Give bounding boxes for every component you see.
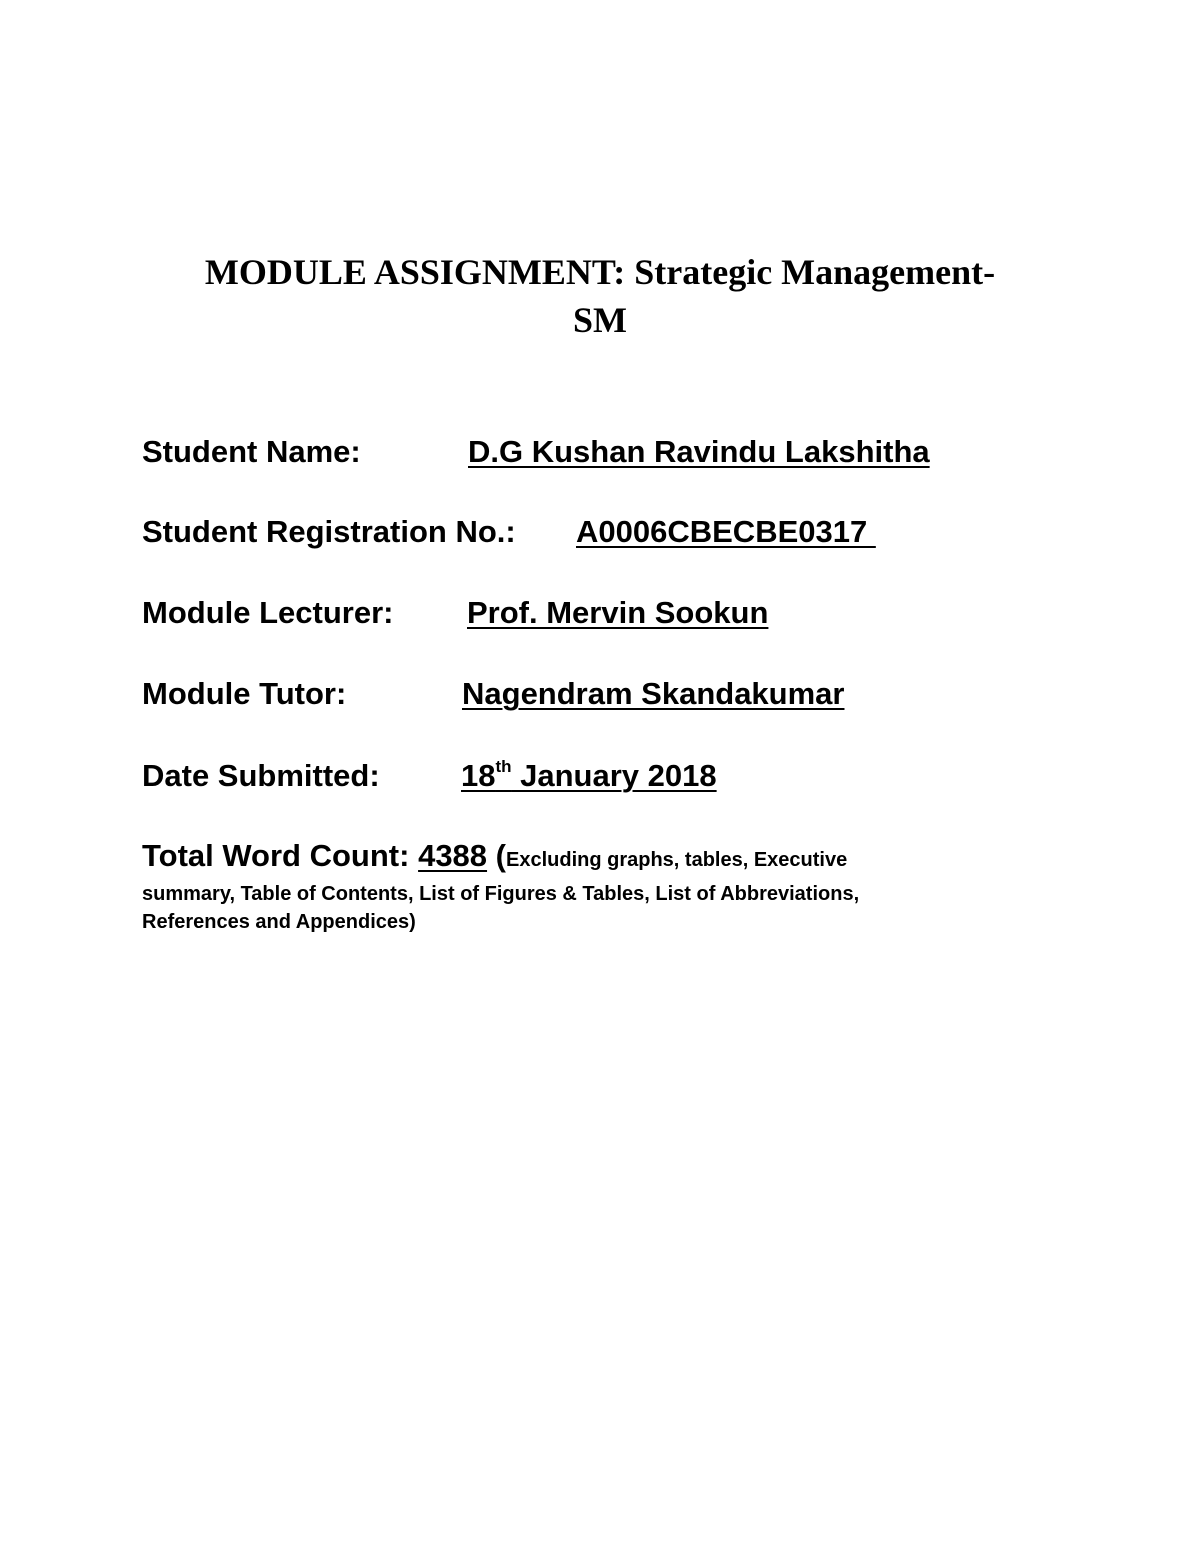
student-name-label: Student Name: <box>142 434 361 469</box>
word-count-note-line-3: References and Appendices) <box>142 911 416 933</box>
assignment-title <box>160 248 1040 344</box>
title-line-1: MODULE ASSIGNMENT: Strategic Management- <box>204 252 996 292</box>
word-count-line <box>142 836 1042 880</box>
word-count-block <box>142 836 1042 936</box>
tutor-value: Nagendram Skandakumar <box>462 676 845 711</box>
word-count-label: Total Word Count: <box>142 838 410 873</box>
date-submitted-value <box>461 756 717 796</box>
lecturer-value: Prof. Mervin Sookun <box>467 595 769 630</box>
date-day: 18 <box>461 758 496 793</box>
title-line-2: SM <box>573 300 627 340</box>
word-count-note-line-2: summary, Table of Contents, List of Figures & Tables, List of Abbreviations, <box>142 883 860 905</box>
lecturer-label: Module Lecturer: <box>142 595 394 630</box>
word-count-note-line-1: Excluding graphs, tables, Executive <box>506 849 848 871</box>
tutor-label: Module Tutor: <box>142 676 347 711</box>
date-ordinal-suffix: th <box>495 757 512 776</box>
word-count-value: 4388 <box>418 838 488 873</box>
student-name-value: D.G Kushan Ravindu Lakshitha <box>468 434 930 469</box>
date-month-year: January 2018 <box>511 758 717 793</box>
registration-label: Student Registration No.: <box>142 514 516 549</box>
word-count-open-paren: ( <box>495 838 506 873</box>
registration-value: A0006CBECBE0317 <box>576 514 876 549</box>
date-submitted-label: Date Submitted: <box>142 758 380 793</box>
